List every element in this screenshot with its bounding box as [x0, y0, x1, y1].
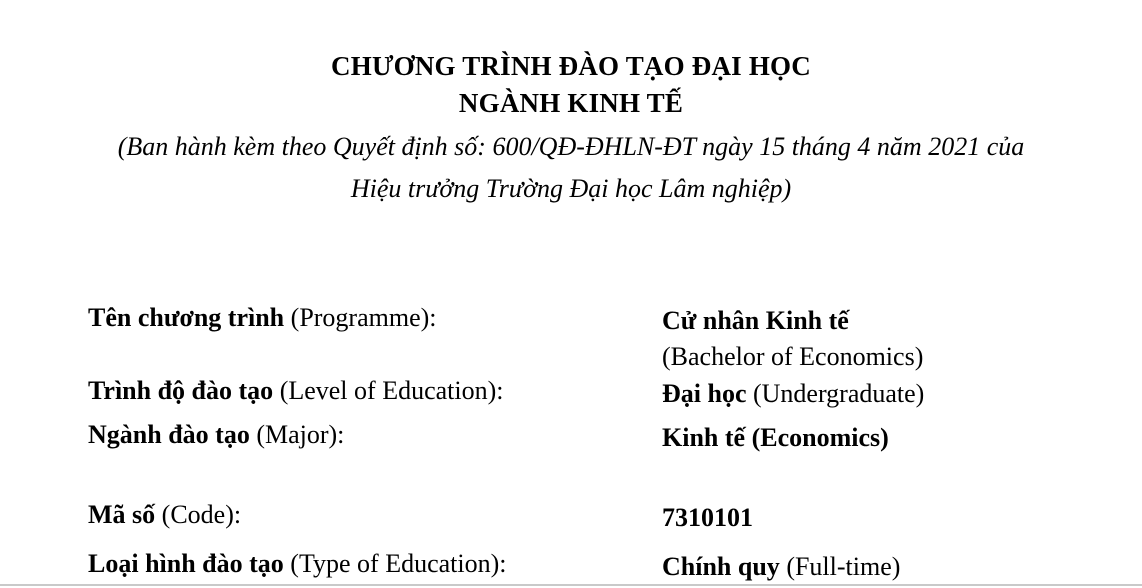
- field-label-english: (Programme):: [284, 303, 437, 332]
- field-label: [88, 420, 344, 450]
- field-label-english: (Level of Education):: [273, 376, 504, 405]
- field-label-english: (Major):: [249, 420, 345, 449]
- field-value-vietnamese: 7310101: [662, 503, 753, 532]
- field-value: [662, 303, 923, 375]
- document-title-line2: NGÀNH KINH TẾ: [458, 88, 684, 118]
- page-bottom-divider: [0, 584, 1142, 586]
- document-subtitle-line2: Hiệu trưởng Trường Đại học Lâm nghiệp): [350, 174, 792, 203]
- field-label: [88, 500, 241, 530]
- field-label: [88, 549, 507, 579]
- field-value-english: (Undergraduate): [746, 379, 925, 408]
- field-value-english: (Full-time): [779, 552, 901, 581]
- document-title: [0, 48, 1142, 122]
- field-label-english: (Code):: [155, 500, 242, 529]
- field-label-vietnamese: Trình độ đào tạo: [88, 376, 274, 405]
- field-label: [88, 303, 437, 333]
- field-label-vietnamese: Loại hình đào tạo: [88, 549, 284, 578]
- field-value-vietnamese: Kinh tế (Economics): [662, 423, 889, 452]
- field-value-line2: (Bachelor of Economics): [662, 342, 924, 371]
- document-title-line1: CHƯƠNG TRÌNH ĐÀO TẠO ĐẠI HỌC: [331, 51, 811, 81]
- document-subtitle-line1: (Ban hành kèm theo Quyết định số: 600/QĐ-ĐHLN-ĐT ngày 15 tháng 4 năm 2021 của: [117, 132, 1025, 161]
- field-value: [662, 549, 900, 585]
- field-value-vietnamese: Cử nhân Kinh tế: [662, 306, 849, 335]
- field-label-english: (Type of Education):: [283, 549, 507, 578]
- field-label: [88, 376, 503, 406]
- field-value-vietnamese: Chính quy: [662, 552, 780, 581]
- field-label-vietnamese: Mã số: [88, 500, 156, 529]
- field-label-vietnamese: Ngành đào tạo: [88, 420, 250, 449]
- field-value: [662, 420, 889, 456]
- field-value-vietnamese: Đại học: [662, 379, 747, 408]
- field-value: [662, 376, 924, 412]
- field-label-vietnamese: Tên chương trình: [88, 303, 285, 332]
- field-value: [662, 500, 753, 536]
- document-subtitle: [0, 126, 1142, 210]
